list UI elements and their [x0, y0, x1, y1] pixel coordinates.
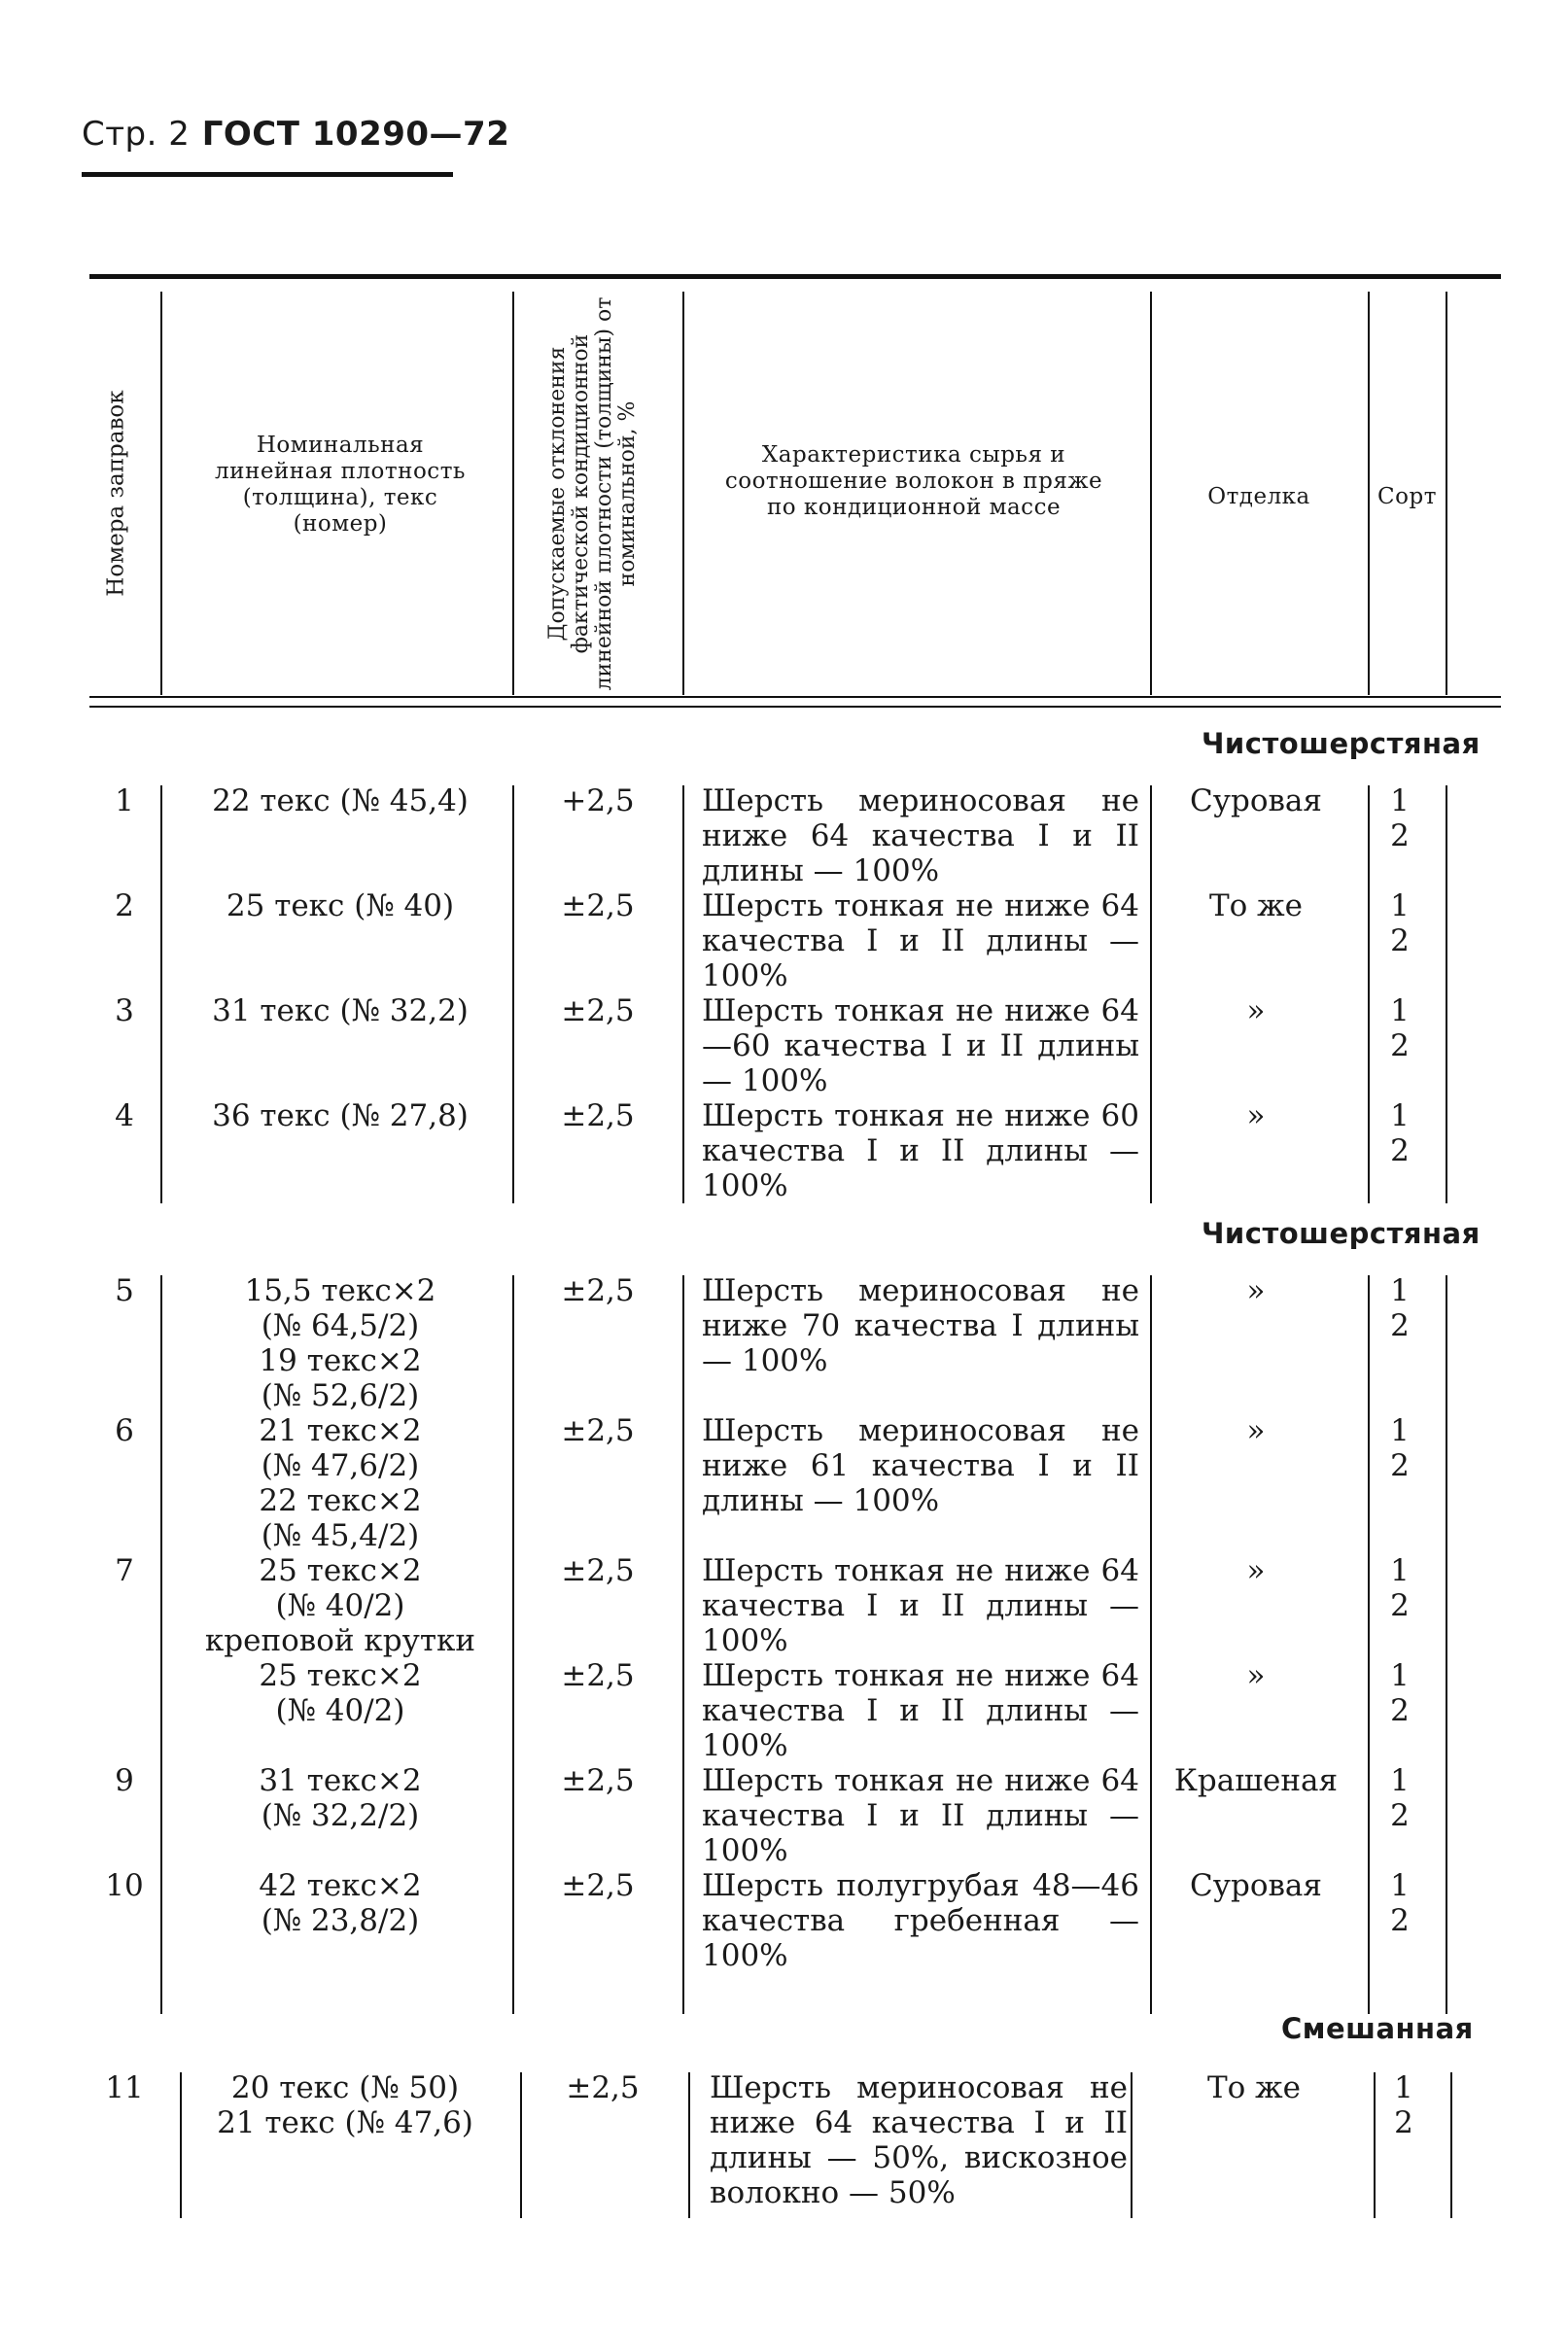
density-value: (№ 47,6/2): [261, 1448, 420, 1483]
fiber-description: Шерсть полугрубая 48—46 качества гребенная — 100%: [702, 1868, 1139, 1973]
tolerance-value: ±2,5: [566, 2070, 640, 2105]
finish-value: Крашеная: [1173, 1763, 1339, 1798]
fiber-description: Шерсть тонкая не ниже 64 качества I и II длины — 100%: [702, 1658, 1139, 1763]
density-value: (№ 52,6/2): [261, 1378, 420, 1413]
finish-value: »: [1246, 1413, 1266, 1448]
density-value: (№ 45,4/2): [261, 1518, 420, 1553]
column-divider: [1446, 1275, 1447, 2014]
density-value: 21 текс×2: [259, 1413, 422, 1448]
column-header-density: Номинальная линейная плотность (толщина), текс (номер): [215, 433, 466, 537]
finish-value: »: [1246, 1273, 1266, 1308]
density-value: 31 текс×2: [259, 1763, 422, 1798]
tolerance-value: ±2,5: [561, 888, 635, 923]
row-number: 7: [115, 1553, 134, 1588]
finish-value: »: [1246, 993, 1266, 1028]
column-header-grade: Сорт: [1377, 484, 1437, 509]
grade-value: 1: [1390, 1273, 1410, 1308]
row-number: 3: [115, 993, 134, 1028]
column-divider: [682, 292, 684, 695]
tolerance-value: ±2,5: [561, 1763, 635, 1798]
table-header-rule: [89, 706, 1501, 708]
fiber-description: Шерсть тонкая не ниже 64—60 качества I и II длины — 100%: [702, 993, 1139, 1098]
column-divider: [1368, 292, 1370, 695]
column-divider: [1446, 785, 1447, 1203]
grade-value: 1: [1390, 888, 1410, 923]
grade-value: 2: [1390, 1133, 1410, 1168]
finish-value: Суровая: [1190, 1868, 1322, 1903]
table-top-rule: [89, 274, 1501, 279]
finish-value: »: [1246, 1658, 1266, 1693]
column-divider: [160, 1275, 162, 2014]
density-value: 36 текс (№ 27,8): [212, 1098, 469, 1133]
density-value: 20 текс (№ 50): [230, 2070, 460, 2105]
fiber-description: Шерсть мериносовая не ниже 70 качества I длины — 100%: [702, 1273, 1139, 1378]
grade-value: 2: [1390, 1308, 1410, 1343]
density-value: 22 текс (№ 45,4): [212, 783, 469, 818]
fiber-description: Шерсть тонкая не ниже 64 качества I и II длины — 100%: [702, 1553, 1139, 1658]
finish-value: »: [1246, 1098, 1266, 1133]
fiber-description: Шерсть мериносовая не ниже 64 качества I и II длины — 50%, вискозное волокно — 50%: [710, 2070, 1128, 2210]
tolerance-value: ±2,5: [561, 993, 635, 1028]
grade-value: 1: [1390, 1658, 1410, 1693]
grade-value: 1: [1390, 1553, 1410, 1588]
density-value: 25 текс×2: [259, 1553, 422, 1588]
grade-value: 2: [1390, 1903, 1410, 1938]
row-number: 1: [115, 783, 134, 818]
row-number: 9: [115, 1763, 134, 1798]
finish-value: »: [1246, 1553, 1266, 1588]
grade-value: 2: [1390, 1693, 1410, 1728]
column-divider: [1368, 1275, 1370, 2014]
grade-value: 1: [1390, 783, 1410, 818]
fiber-description: Шерсть мериносовая не ниже 61 качества I и II длины — 100%: [702, 1413, 1139, 1518]
page-number: Стр. 2: [82, 115, 191, 154]
header-underline: [82, 172, 453, 177]
column-divider: [1450, 2072, 1452, 2218]
column-header-fiber: Характеристика сырья и соотношение волокон в пряже по кондиционной массе: [724, 442, 1103, 520]
column-divider: [520, 2072, 522, 2218]
grade-value: 2: [1390, 1028, 1410, 1063]
grade-value: 2: [1390, 1588, 1410, 1623]
column-divider: [1150, 1275, 1152, 2014]
row-number: 11: [105, 2070, 144, 2105]
finish-value: Суровая: [1190, 783, 1322, 818]
density-value: (№ 23,8/2): [261, 1903, 420, 1938]
density-value: 42 текс×2: [259, 1868, 422, 1903]
density-value: 21 текс (№ 47,6): [217, 2105, 473, 2140]
fiber-description: Шерсть тонкая не ниже 64 качества I и II длины — 100%: [702, 1763, 1139, 1868]
row-number: 4: [115, 1098, 134, 1133]
column-divider: [1131, 2072, 1132, 2218]
grade-value: 2: [1390, 1448, 1410, 1483]
density-value: 19 текс×2: [259, 1343, 422, 1378]
finish-value: То же: [1206, 2070, 1302, 2105]
density-value: 25 текс×2: [259, 1658, 422, 1693]
grade-value: 1: [1390, 1098, 1410, 1133]
density-value: 25 текс (№ 40): [226, 888, 455, 923]
tolerance-value: +2,5: [561, 783, 635, 818]
row-number: 6: [115, 1413, 134, 1448]
grade-value: 1: [1390, 1413, 1410, 1448]
column-divider: [682, 1275, 684, 2014]
tolerance-value: ±2,5: [561, 1273, 635, 1308]
column-divider: [688, 2072, 690, 2218]
grade-value: 2: [1390, 818, 1410, 853]
document-code: ГОСТ 10290—72: [201, 115, 510, 154]
density-value: (№ 40/2): [275, 1588, 405, 1623]
tolerance-value: ±2,5: [561, 1098, 635, 1133]
row-number: 10: [105, 1868, 144, 1903]
column-divider: [1368, 785, 1370, 1203]
density-value: 31 текс (№ 32,2): [212, 993, 469, 1028]
fiber-description: Шерсть тонкая не ниже 64 качества I и II длины — 100%: [702, 888, 1139, 993]
density-value: (№ 64,5/2): [261, 1308, 420, 1343]
column-divider: [1150, 292, 1152, 695]
grade-value: 1: [1394, 2070, 1413, 2105]
section-title: Чистошерстяная: [1202, 1217, 1481, 1250]
grade-value: 1: [1390, 1763, 1410, 1798]
tolerance-value: ±2,5: [561, 1413, 635, 1448]
column-header-tolerance: Допускаемые отклонения фактической кондиционной линейной плотности (толщины) от номинальной, %: [545, 296, 640, 691]
column-divider: [512, 292, 514, 695]
column-header-num: Номера заправок: [103, 390, 129, 597]
grade-value: 2: [1394, 2105, 1413, 2140]
tolerance-value: ±2,5: [561, 1868, 635, 1903]
grade-value: 2: [1390, 1798, 1410, 1833]
table-header-rule: [89, 696, 1501, 698]
row-number: 5: [115, 1273, 134, 1308]
density-value: (№ 32,2/2): [261, 1798, 420, 1833]
tolerance-value: ±2,5: [561, 1553, 635, 1588]
section-title: Смешанная: [1281, 2012, 1474, 2045]
fiber-description: Шерсть мериносовая не ниже 64 качества I и II длины — 100%: [702, 783, 1139, 888]
column-divider: [1374, 2072, 1376, 2218]
grade-value: 1: [1390, 1868, 1410, 1903]
density-value: (№ 40/2): [275, 1693, 405, 1728]
page-header: [82, 115, 509, 154]
column-header-finish: Отделка: [1207, 484, 1310, 509]
density-value: 22 текс×2: [259, 1483, 422, 1518]
grade-value: 2: [1390, 923, 1410, 958]
fiber-description: Шерсть тонкая не ниже 60 качества I и II длины — 100%: [702, 1098, 1139, 1203]
finish-value: То же: [1208, 888, 1304, 923]
section-title: Чистошерстяная: [1202, 727, 1481, 760]
tolerance-value: ±2,5: [561, 1658, 635, 1693]
column-divider: [160, 292, 162, 695]
density-value: креповой крутки: [204, 1623, 476, 1658]
row-number: 2: [115, 888, 134, 923]
grade-value: 1: [1390, 993, 1410, 1028]
column-divider: [1446, 292, 1447, 695]
column-divider: [1150, 785, 1152, 1203]
density-value: 15,5 текс×2: [244, 1273, 436, 1308]
column-divider: [682, 785, 684, 1203]
